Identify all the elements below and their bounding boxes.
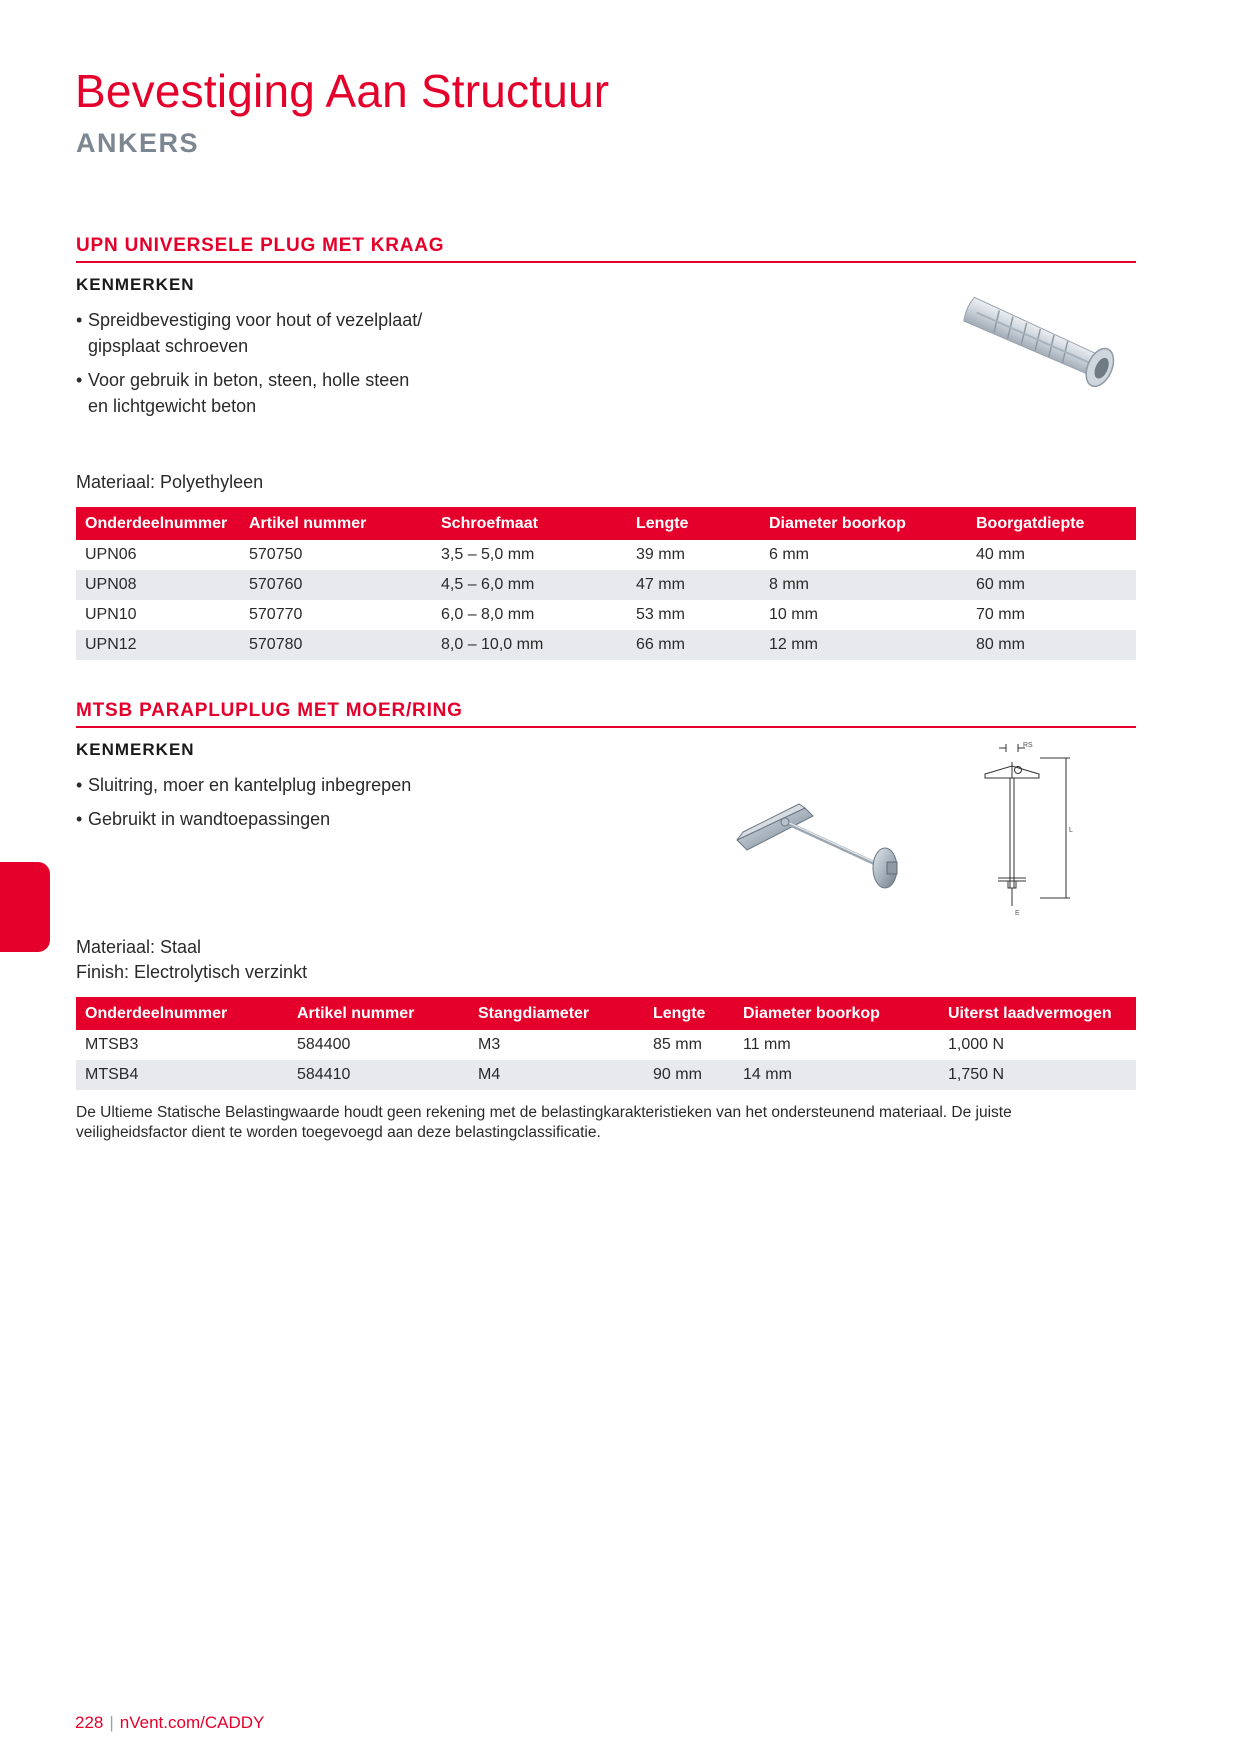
spec-table-mtsb — [76, 997, 1136, 1090]
table-cell: 40 mm — [976, 546, 1025, 563]
table-cell: 570780 — [240, 630, 432, 660]
features-list-mtsb — [76, 772, 411, 840]
table-cell: UPN06 — [85, 546, 137, 563]
features-list-upn — [76, 307, 422, 427]
drawing-label-diameter: E — [1015, 910, 1020, 917]
column-header: Diameter boorkop — [734, 997, 939, 1030]
upn-plug-image — [950, 288, 1140, 398]
feature-item: • Sluitring, moer en kantelplug inbegrepen — [76, 772, 411, 798]
table-cell: M3 — [478, 1036, 501, 1053]
chapter-side-tab — [0, 862, 50, 952]
section-title-mtsb: MTSB PARAPLUPLUG MET MOER/RING — [76, 700, 463, 721]
features-heading: KENMERKEN — [76, 275, 195, 294]
column-header: Artikel nummer — [288, 997, 469, 1030]
table-cell: 14 mm — [734, 1060, 939, 1090]
mtsb-technical-drawing — [965, 738, 1085, 933]
table-cell: UPN10 — [85, 606, 137, 623]
page-title: Bevestiging Aan Structuur — [75, 65, 610, 117]
drawing-label-width: RS — [1023, 742, 1033, 749]
table-cell: 53 mm — [636, 606, 685, 623]
table-cell: 66 mm — [627, 630, 760, 660]
table-row — [76, 600, 1136, 630]
material-info-mtsb: Materiaal: Staal Finish: Electrolytisch verzinkt — [76, 937, 308, 982]
footer-separator: | — [109, 1713, 114, 1732]
feature-item: • Spreidbevestiging voor hout of vezelplaat/ gipsplaat schroeven — [76, 307, 422, 359]
footer-site-link[interactable]: nVent.com/CADDY — [119, 1713, 265, 1732]
table-cell: 11 mm — [743, 1036, 791, 1053]
table-cell: M4 — [469, 1060, 644, 1090]
table-cell: MTSB3 — [85, 1036, 139, 1053]
table-cell: MTSB4 — [76, 1060, 288, 1090]
load-rating-note: De Ultieme Statische Belastingwaarde houdt geen rekening met de belastingkarakteristieken van het ondersteunend materiaal. De juiste veiligheidsfactor dient te worden toegevoegd aan deze belastingclassificatie. — [76, 1104, 1012, 1141]
table-cell: 3,5 – 5,0 mm — [441, 546, 535, 563]
drawing-label-length: L — [1069, 827, 1073, 834]
feature-item: • Voor gebruik in beton, steen, holle steen en lichtgewicht beton — [76, 367, 422, 419]
table-cell: 12 mm — [760, 630, 967, 660]
table-cell: 584410 — [288, 1060, 469, 1090]
table-cell: 6 mm — [769, 546, 809, 563]
table-cell: 8 mm — [760, 570, 967, 600]
table-cell: 570760 — [240, 570, 432, 600]
features-heading: KENMERKEN — [76, 740, 195, 759]
table-row — [76, 1030, 1136, 1060]
page-footer — [75, 1713, 264, 1733]
page-number: 228 — [75, 1713, 104, 1732]
table-cell: 1,750 N — [939, 1060, 1136, 1090]
table-header-row — [76, 997, 1136, 1030]
table-row — [76, 630, 1136, 660]
table-cell: 70 mm — [976, 606, 1025, 623]
section-title-upn: UPN UNIVERSELE PLUG MET KRAAG — [76, 235, 445, 256]
feature-item: • Gebruikt in wandtoepassingen — [76, 806, 411, 832]
column-header: Onderdeelnummer — [76, 997, 288, 1030]
table-cell: 39 mm — [636, 546, 685, 563]
column-header: Diameter boorkop — [760, 507, 967, 540]
table-cell: 47 mm — [627, 570, 760, 600]
section-divider — [76, 261, 1136, 263]
column-header: Onderdeelnummer — [76, 507, 240, 540]
column-header: Lengte — [627, 507, 760, 540]
material-info-upn: Materiaal: Polyethyleen — [76, 472, 264, 492]
column-header: Artikel nummer — [240, 507, 432, 540]
table-cell: 570770 — [249, 606, 303, 623]
table-cell: 570750 — [249, 546, 303, 563]
table-row — [76, 570, 1136, 600]
column-header: Uiterst laadvermogen — [939, 997, 1136, 1030]
page-subtitle: ANKERS — [76, 128, 200, 158]
table-cell: 584400 — [297, 1036, 351, 1053]
table-cell: 60 mm — [967, 570, 1136, 600]
column-header: Stangdiameter — [469, 997, 644, 1030]
table-cell: 10 mm — [769, 606, 818, 623]
spec-table-upn — [76, 507, 1136, 660]
table-header-row — [76, 507, 1136, 540]
table-cell: 80 mm — [967, 630, 1136, 660]
table-row — [76, 540, 1136, 570]
table-cell: UPN08 — [76, 570, 240, 600]
column-header: Lengte — [644, 997, 734, 1030]
table-cell: 1,000 N — [948, 1036, 1005, 1053]
column-header: Schroefmaat — [432, 507, 627, 540]
table-cell: UPN12 — [76, 630, 240, 660]
table-cell: 90 mm — [644, 1060, 734, 1090]
table-cell: 8,0 – 10,0 mm — [432, 630, 627, 660]
column-header: Boorgatdiepte — [967, 507, 1136, 540]
table-cell: 6,0 – 8,0 mm — [441, 606, 535, 623]
mtsb-toggle-plug-image — [735, 790, 910, 895]
table-cell: 4,5 – 6,0 mm — [432, 570, 627, 600]
table-cell: 85 mm — [653, 1036, 702, 1053]
section-divider — [76, 726, 1136, 728]
table-row — [76, 1060, 1136, 1090]
